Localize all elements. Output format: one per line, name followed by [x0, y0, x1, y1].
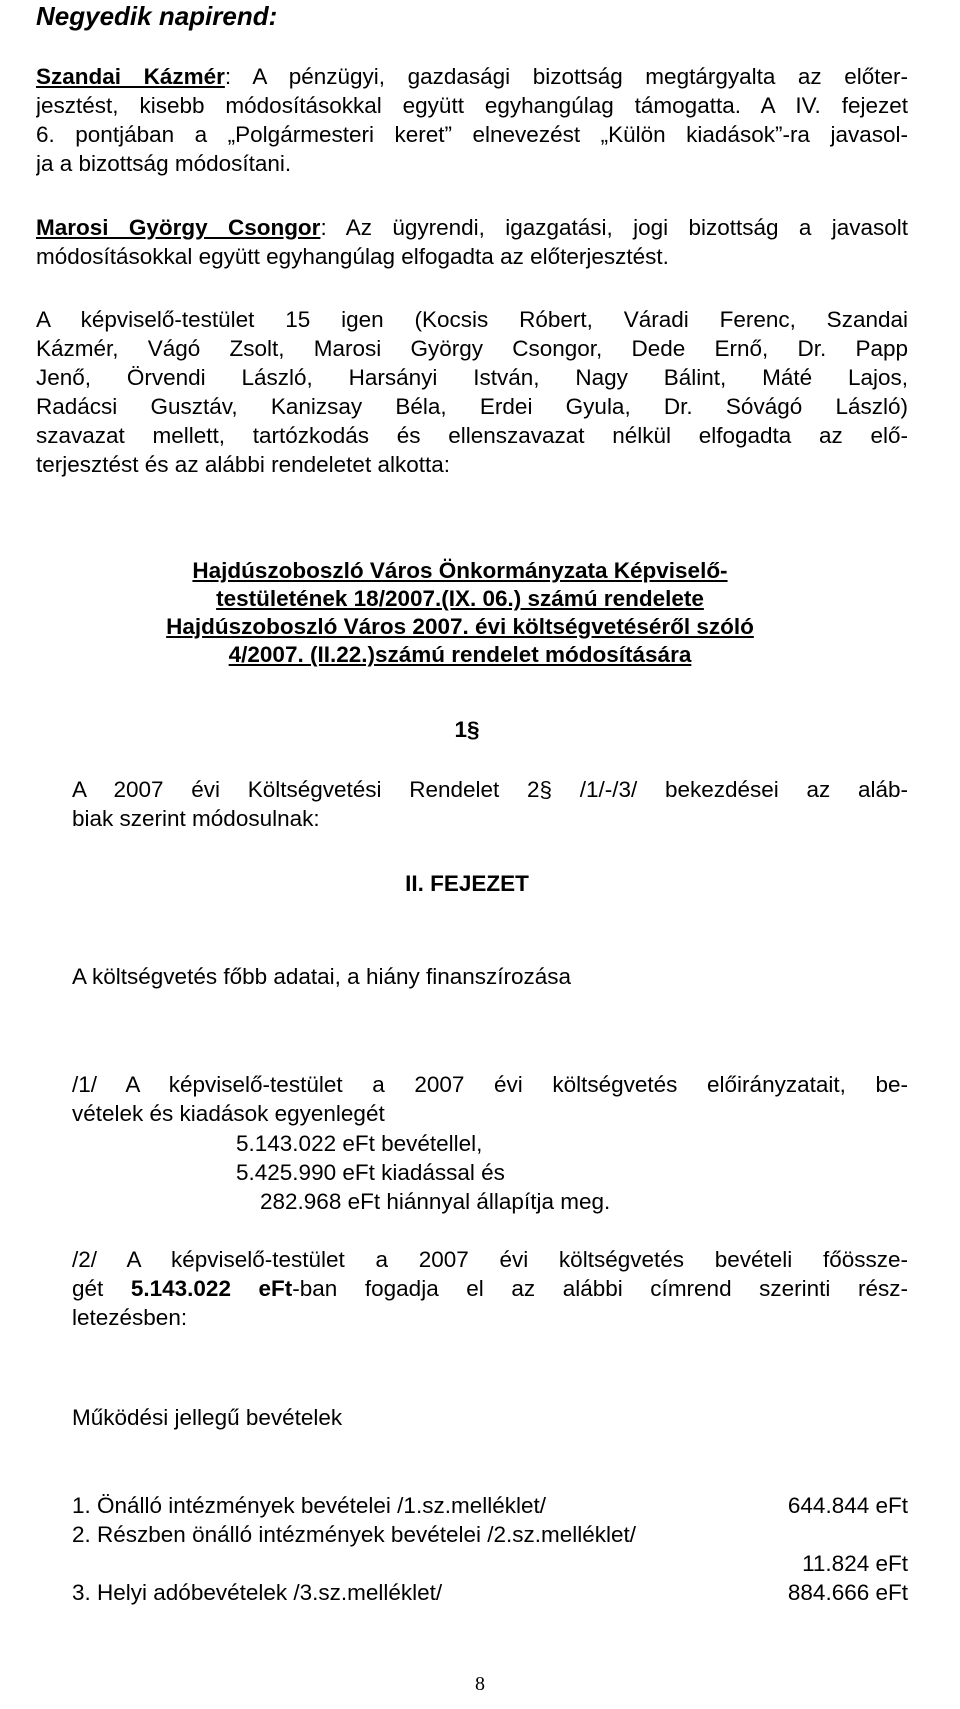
budget-expenditure: 5.425.990 eFt kiadással és [236, 1160, 505, 1185]
budget-deficit: 282.968 eFt hiánnyal állapítja meg. [260, 1189, 611, 1214]
paragraph-vote: A képviselő-testület 15 igen (Kocsis Róbert, Váradi Ferenc, Szandai Kázmér, Vágó Zsolt, Marosi György Csongor, Dede Ernő, Dr. Papp Jenő, Örvendi László, Harsányi István, Nagy Bálint, Máté Lajos, Radácsi Gusztáv, Kanizsay Béla, Erdei Gyula, Dr. Sóvágó László) szavazat mellett, tartózkodás és ellenszavazat nélkül elfogadta az elő- terjesztést és az alábbi rendeletet alkotta: [36, 307, 908, 477]
decree-title-line: testületének 18/2007.(IX. 06.) számú rendelete [216, 586, 704, 611]
revenue-item-label: 3. Helyi adóbevételek /3.sz.melléklet/ [72, 1580, 443, 1605]
section-mark: 1§ [454, 717, 480, 742]
decree-title-line: 4/2007. (II.22.)számú rendelet módosítására [228, 642, 692, 667]
paragraph-committee-legal: Marosi György Csongor: Az ügyrendi, igazgatási, jogi bizottság a javasolt módosításokkal együtt egyhangúlag elfogadta az előterjesztést. [36, 215, 908, 269]
budget-revenue: 5.143.022 eFt bevétellel, [236, 1131, 483, 1156]
paragraph-budget-totals: /1/ A képviselő-testület a 2007 évi költségvetés előirányzatait, be- vételek és kiadások egyenlegét [72, 1072, 908, 1126]
decree-title-line: Hajdúszoboszló Város 2007. évi költségvetéséről szóló [166, 614, 754, 639]
chapter-heading: II. FEJEZET [405, 871, 529, 896]
page-number: 8 [475, 1673, 485, 1695]
chapter-subtitle: A költségvetés főbb adatai, a hiány finanszírozása [72, 964, 572, 989]
revenue-item-amount: 11.824 eFt [802, 1551, 908, 1576]
speaker-name: Marosi György Csongor [36, 215, 321, 240]
paragraph-amendment: A 2007 évi Költségvetési Rendelet 2§ /1/-/3/ bekezdései az aláb- biak szerint módosulnak: [72, 777, 908, 831]
revenue-item-label: 2. Részben önálló intézmények bevételei /2.sz.melléklet/ [72, 1522, 637, 1547]
paragraph-revenue-total: /2/ A képviselő-testület a 2007 évi költségvetés bevételi főössze- gét 5.143.022 eFt-ban fogadja el az alábbi címrend szerinti rész- letezésben: [72, 1247, 908, 1330]
subheading-operating-revenue: Működési jellegű bevételek [72, 1405, 343, 1430]
revenue-item-amount: 884.666 eFt [787, 1580, 908, 1605]
revenue-item-amount: 644.844 eFt [787, 1493, 908, 1518]
decree-title-line: Hajdúszoboszló Város Önkormányzata Képviselő- [192, 558, 728, 583]
agenda-heading: Negyedik napirend: [36, 1, 278, 31]
paragraph-committee-finance: Szandai Kázmér: A pénzügyi, gazdasági bizottság megtárgyalta az előter- jesztést, kisebb módosításokkal együtt egyhangúlag támogatta. A IV. fejezet 6. pontjában a „Polgármesteri keret” elnevezést „Külön kiadások”-ra javasol- ja a bizottság módosítani. [36, 64, 908, 176]
speaker-name: Szandai Kázmér [36, 64, 225, 89]
revenue-item-label: 1. Önálló intézmények bevételei /1.sz.melléklet/ [72, 1493, 546, 1518]
